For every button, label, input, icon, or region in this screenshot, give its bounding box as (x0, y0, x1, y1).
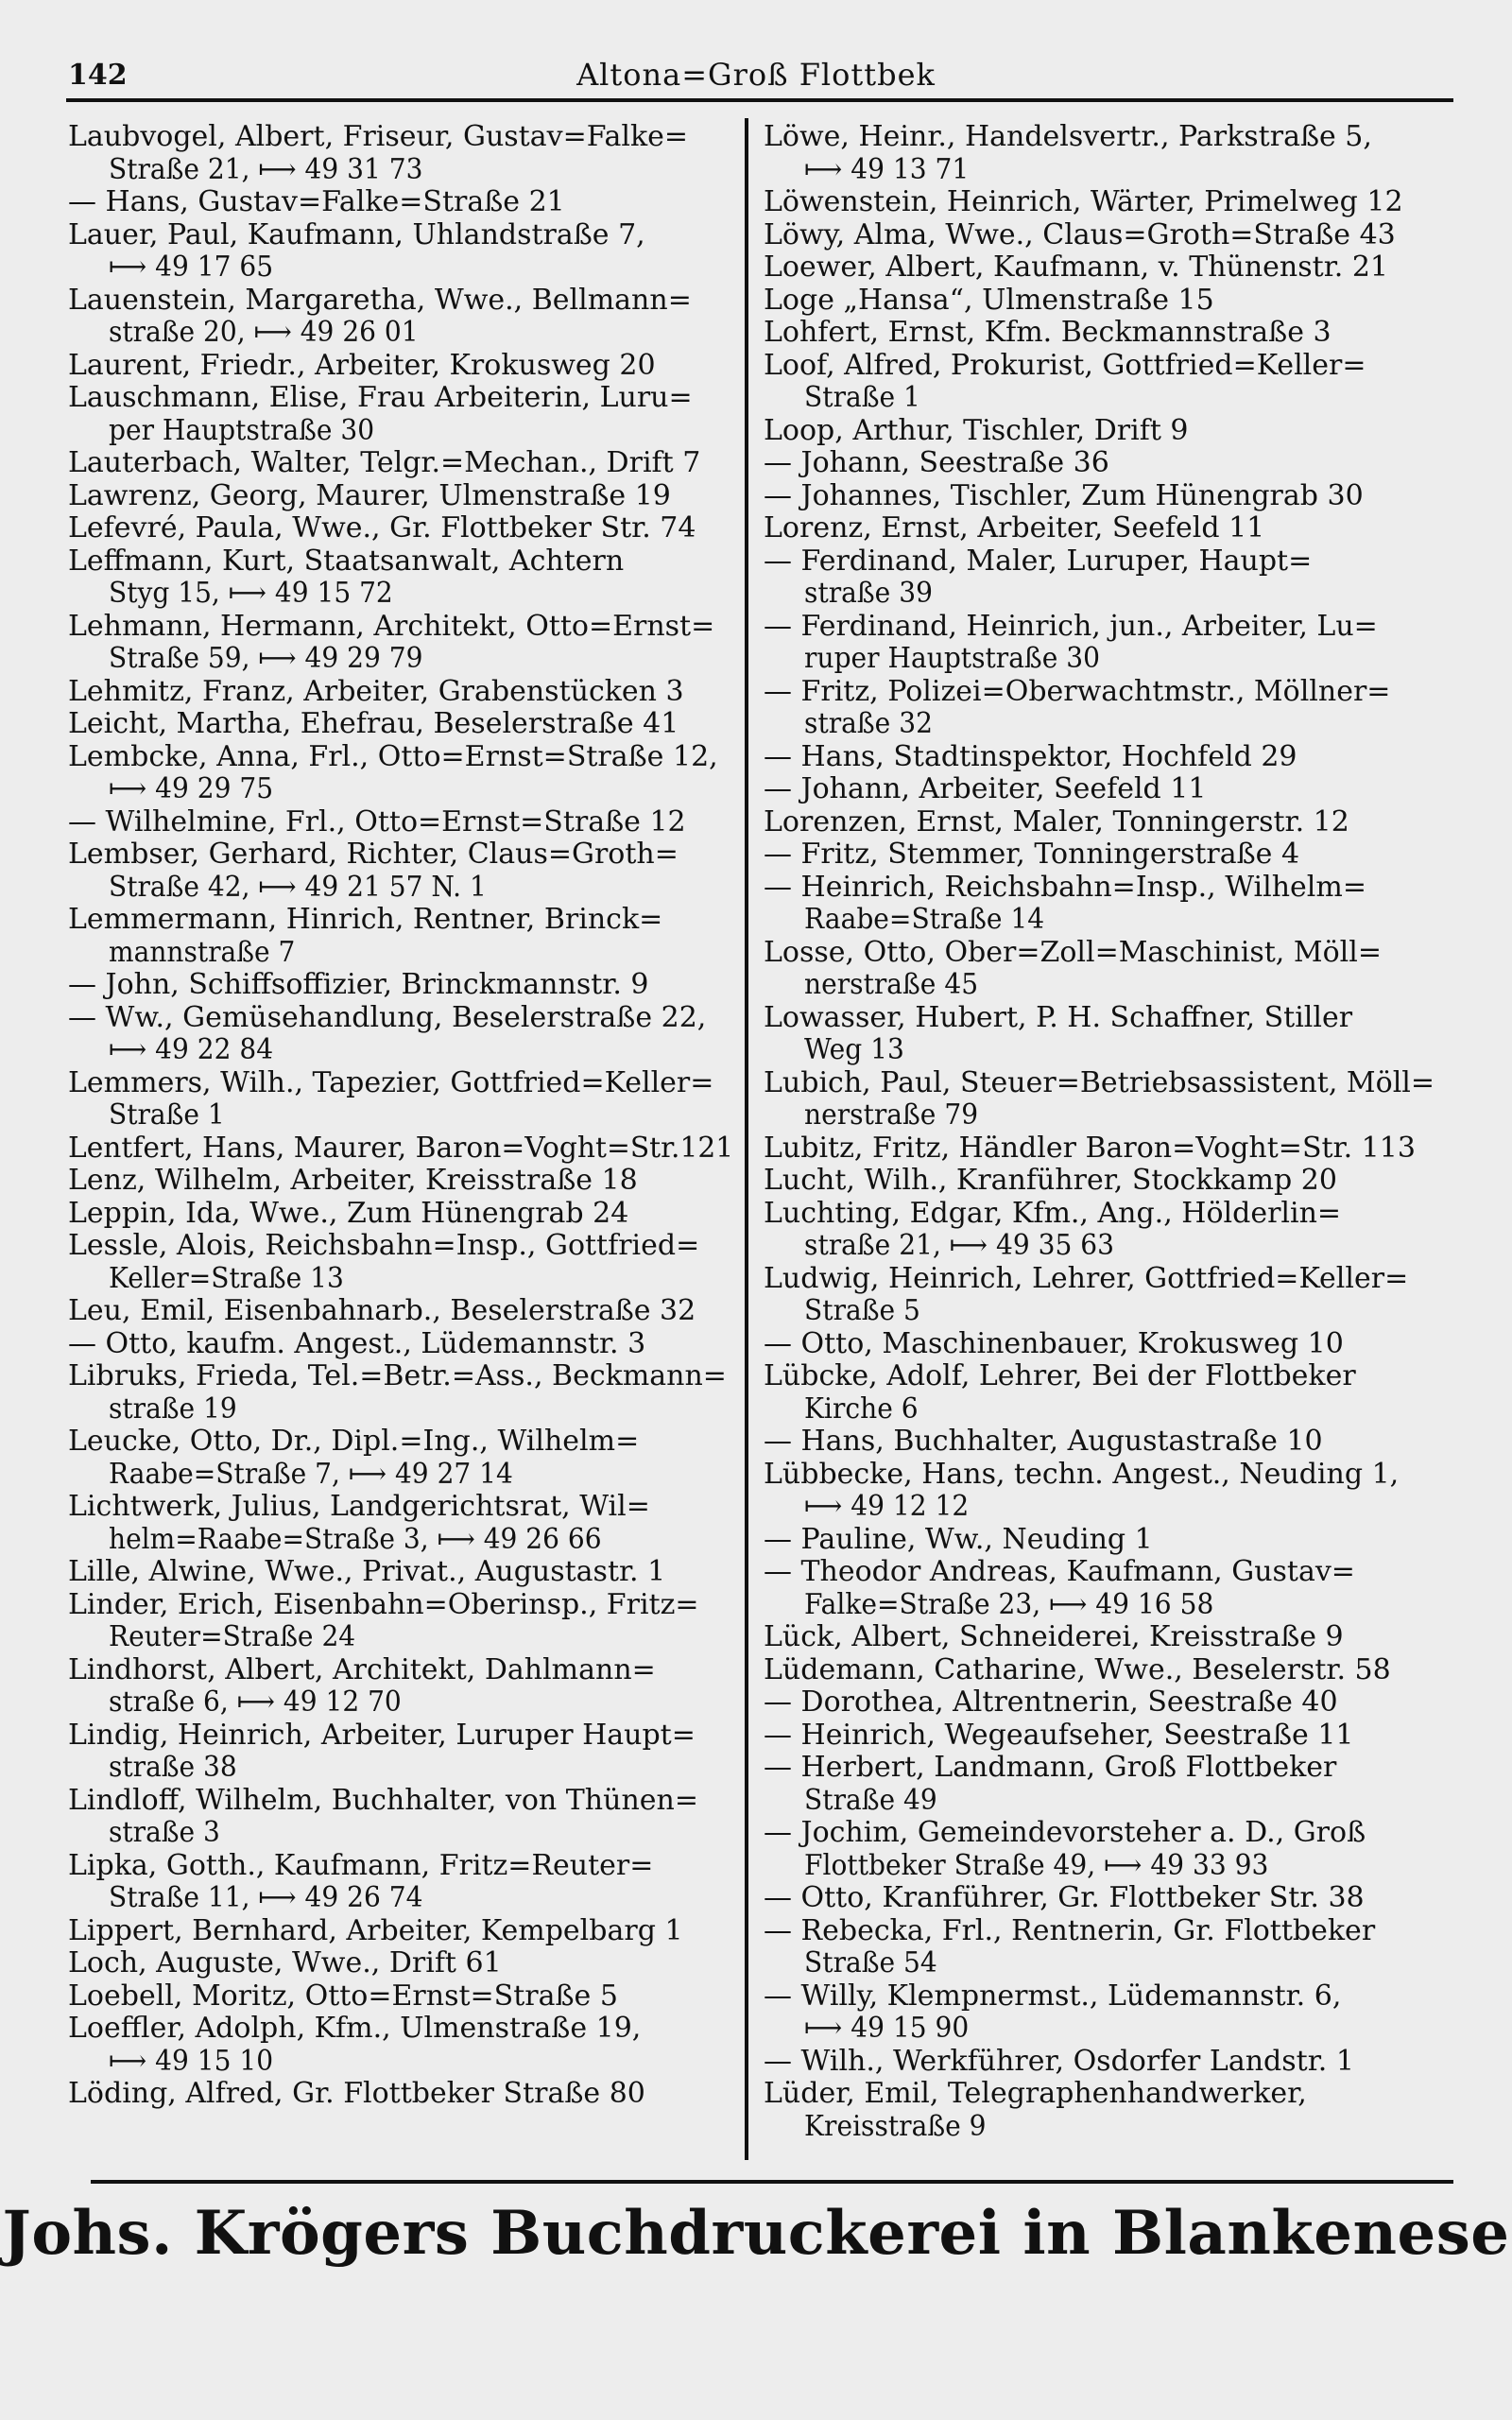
entry-line: Lubich, Paul, Steuer=Betriebsassistent, Möll= (764, 1065, 1435, 1099)
entry-line: Loewer, Albert, Kaufmann, v. Thünenstr. 21 (764, 251, 1388, 284)
directory-entry (764, 1002, 1442, 1067)
entry-line: Lehmitz, Franz, Arbeiter, Grabenstücken 3 (68, 674, 684, 708)
entry-line: — Ww., Gemüsehandlung, Beselerstraße 22, (68, 1000, 707, 1034)
entry-line: Lübbecke, Hans, techn. Angest., Neuding 1, (764, 1457, 1400, 1491)
entry-line: Löwenstein, Heinrich, Wärter, Primelweg 12 (764, 185, 1403, 218)
directory-entry (764, 1328, 1442, 1361)
directory-entry (68, 611, 733, 676)
entry-continuation: ⟼ 49 17 65 (109, 251, 274, 284)
entry-line: Lowasser, Hubert, P. H. Schaffner, Stiller (764, 1000, 1353, 1034)
entry-line: Loch, Auguste, Wwe., Drift 61 (68, 1946, 502, 1979)
column-divider (745, 118, 748, 2160)
entry-continuation: ⟼ 49 12 12 (804, 1490, 970, 1523)
entry-line: Lorenzen, Ernst, Maler, Tonningerstr. 12 (764, 804, 1349, 838)
entry-continuation: Raabe=Straße 7, ⟼ 49 27 14 (109, 1457, 513, 1491)
directory-entry (764, 219, 1442, 252)
entry-line: — Ferdinand, Heinrich, jun., Arbeiter, Lu= (764, 609, 1378, 643)
directory-entry (764, 1165, 1442, 1198)
directory-entry (764, 2078, 1442, 2143)
directory-entry (764, 1067, 1442, 1132)
directory-entry (68, 2013, 733, 2078)
directory-entry (68, 186, 733, 219)
entry-line: Lauenstein, Margaretha, Wwe., Bellmann= (68, 283, 692, 317)
directory-entry (68, 1556, 733, 1589)
right-column (764, 121, 1442, 2143)
directory-entry (764, 350, 1442, 415)
directory-entry (764, 611, 1442, 676)
entry-line: — Johann, Arbeiter, Seefeld 11 (764, 772, 1207, 805)
directory-entry (68, 1589, 733, 1654)
directory-entry (764, 1915, 1442, 1980)
entry-line: Lindloff, Wilhelm, Buchhalter, von Thünen= (68, 1783, 698, 1817)
entry-continuation: Straße 1 (109, 1098, 225, 1132)
directory-entry (764, 2046, 1442, 2079)
entry-line: Lauer, Paul, Kaufmann, Uhlandstraße 7, (68, 217, 645, 251)
directory-entry (68, 1360, 733, 1426)
entry-line: Loebell, Moritz, Otto=Ernst=Straße 5 (68, 1979, 618, 2013)
entry-line: Lindig, Heinrich, Arbeiter, Luruper Haupt= (68, 1718, 696, 1752)
entry-continuation: Styg 15, ⟼ 49 15 72 (109, 577, 393, 610)
entry-line: Lohfert, Ernst, Kfm. Beckmannstraße 3 (764, 316, 1332, 349)
directory-entry (68, 1198, 733, 1231)
directory-entry (68, 512, 733, 545)
directory-entry (68, 1067, 733, 1132)
page-number: 142 (68, 59, 128, 92)
directory-entry (764, 806, 1442, 839)
entry-line: Leffmann, Kurt, Staatsanwalt, Achtern (68, 544, 625, 578)
entry-line: — Pauline, Ww., Neuding 1 (764, 1522, 1153, 1556)
entry-line: Lucht, Wilh., Kranführer, Stockkamp 20 (764, 1164, 1337, 1197)
directory-entry (68, 676, 733, 709)
footer-rule (91, 2180, 1453, 2184)
entry-line: Löding, Alfred, Gr. Flottbeker Straße 80 (68, 2077, 645, 2110)
entry-line: — Otto, Maschinenbauer, Krokusweg 10 (764, 1326, 1344, 1360)
directory-entry (68, 904, 733, 969)
entry-line: — Heinrich, Reichsbahn=Insp., Wilhelm= (764, 870, 1366, 904)
directory-entry (764, 415, 1442, 448)
directory-entry (764, 1263, 1442, 1328)
directory-entry (764, 1426, 1442, 1459)
directory-entry (764, 317, 1442, 350)
entry-continuation: straße 3 (109, 1816, 220, 1849)
directory-entry (764, 1654, 1442, 1687)
directory-entry (68, 1850, 733, 1915)
entry-line: — Johann, Seestraße 36 (764, 446, 1109, 479)
directory-entry (68, 1947, 733, 1980)
directory-entry (68, 382, 733, 447)
directory-entry (68, 121, 733, 186)
entry-line: Lubitz, Fritz, Händler Baron=Voght=Str. 113 (764, 1131, 1416, 1165)
directory-entry (764, 1720, 1442, 1753)
entry-line: — Heinrich, Wegeaufseher, Seestraße 11 (764, 1718, 1354, 1752)
entry-line: — Otto, Kranführer, Gr. Flottbeker Str. 38 (764, 1881, 1365, 1914)
entry-line: Lippert, Bernhard, Arbeiter, Kempelbarg 1 (68, 1913, 683, 1947)
directory-entry (764, 121, 1442, 186)
entry-line: Leu, Emil, Eisenbahnarb., Beselerstraße 32 (68, 1294, 696, 1327)
entry-continuation: per Hauptstraße 30 (109, 413, 375, 447)
directory-entry (764, 1621, 1442, 1654)
entry-continuation: helm=Raabe=Straße 3, ⟼ 49 26 66 (109, 1522, 602, 1556)
directory-entry (764, 1556, 1442, 1621)
entry-continuation: Raabe=Straße 14 (804, 903, 1045, 936)
directory-entry (764, 285, 1442, 318)
entry-line: Lenz, Wilhelm, Arbeiter, Kreisstraße 18 (68, 1164, 638, 1197)
entry-line: Ludwig, Heinrich, Lehrer, Gottfried=Keller= (764, 1261, 1409, 1295)
entry-line: Lorenz, Ernst, Arbeiter, Seefeld 11 (764, 511, 1265, 544)
entry-line: — Ferdinand, Maler, Luruper, Haupt= (764, 544, 1313, 578)
entry-line: Lipka, Gotth., Kaufmann, Fritz=Reuter= (68, 1848, 654, 1882)
directory-entry (68, 219, 733, 285)
directory-entry (68, 480, 733, 513)
header-rule (66, 98, 1453, 102)
entry-continuation: straße 32 (804, 707, 933, 740)
directory-entry (68, 1165, 733, 1198)
entry-continuation: ⟼ 49 29 75 (109, 772, 274, 805)
directory-entry (68, 1980, 733, 2014)
entry-line: — Johannes, Tischler, Zum Hünengrab 30 (764, 478, 1364, 512)
entry-line: — Rebecka, Frl., Rentnerin, Gr. Flottbeker (764, 1913, 1376, 1947)
directory-entry (764, 1980, 1442, 2046)
entry-line: Lauschmann, Elise, Frau Arbeiterin, Luru= (68, 381, 693, 414)
entry-continuation: Keller=Straße 13 (109, 1261, 344, 1295)
footer-advertisement: Johs. Krögers Buchdruckerei in Blankenese (2, 2198, 1510, 2269)
entry-line: Lembcke, Anna, Frl., Otto=Ernst=Straße 12, (68, 739, 718, 773)
directory-entry (68, 447, 733, 480)
entry-line: — Otto, kaufm. Angest., Lüdemannstr. 3 (68, 1326, 646, 1360)
directory-entry (764, 1524, 1442, 1557)
directory-entry (764, 1198, 1442, 1263)
directory-entry (764, 1882, 1442, 1915)
directory-entry (68, 1002, 733, 1067)
entry-line: Lessle, Alois, Reichsbahn=Insp., Gottfried= (68, 1229, 700, 1262)
entry-line: — Fritz, Polizei=Oberwachtmstr., Möllner= (764, 674, 1391, 708)
entry-line: Lichtwerk, Julius, Landgerichtsrat, Wil= (68, 1490, 650, 1523)
entry-line: — Jochim, Gemeindevorsteher a. D., Groß (764, 1816, 1366, 1849)
entry-line: Leppin, Ida, Wwe., Zum Hünengrab 24 (68, 1196, 629, 1230)
directory-entry (68, 285, 733, 350)
entry-line: Lentfert, Hans, Maurer, Baron=Voght=Str.121 (68, 1131, 734, 1165)
entry-line: Libruks, Frieda, Tel.=Betr.=Ass., Beckmann= (68, 1359, 727, 1392)
directory-entry (68, 1785, 733, 1850)
entry-line: — Herbert, Landmann, Groß Flottbeker (764, 1751, 1337, 1784)
entry-line: — Hans, Buchhalter, Augustastraße 10 (764, 1425, 1323, 1458)
directory-entry (764, 838, 1442, 872)
directory-entry (764, 512, 1442, 545)
directory-entry (68, 1654, 733, 1720)
entry-line: — Fritz, Stemmer, Tonningerstraße 4 (764, 838, 1300, 871)
entry-line: Loge „Hansa“, Ulmenstraße 15 (764, 283, 1214, 317)
directory-entry (764, 676, 1442, 741)
entry-continuation: straße 20, ⟼ 49 26 01 (109, 316, 419, 349)
page-title: Altona=Groß Flottbek (576, 57, 936, 93)
entry-line: Lüdemann, Catharine, Wwe., Beselerstr. 58 (764, 1652, 1391, 1686)
entry-continuation: Weg 13 (804, 1033, 904, 1066)
entry-line: Laurent, Friedr., Arbeiter, Krokusweg 20 (68, 348, 656, 382)
directory-entry (68, 806, 733, 839)
directory-entry (764, 741, 1442, 774)
directory-entry (68, 969, 733, 1002)
entry-line: Lüder, Emil, Telegraphenhandwerker, (764, 2077, 1307, 2110)
entry-continuation: Straße 54 (804, 1946, 937, 1979)
entry-line: — Wilhelmine, Frl., Otto=Ernst=Straße 12 (68, 804, 686, 838)
directory-entry (68, 708, 733, 741)
directory-entry (764, 1817, 1442, 1882)
directory-entry (68, 1491, 733, 1556)
entry-line: Lemmermann, Hinrich, Rentner, Brinck= (68, 903, 663, 936)
entry-continuation: Straße 42, ⟼ 49 21 57 N. 1 (109, 870, 487, 904)
entry-continuation: Reuter=Straße 24 (109, 1620, 356, 1653)
entry-continuation: Flottbeker Straße 49, ⟼ 49 33 93 (804, 1848, 1269, 1882)
directory-entry (764, 1686, 1442, 1720)
entry-continuation: nerstraße 79 (804, 1098, 979, 1132)
entry-line: Leucke, Otto, Dr., Dipl.=Ing., Wilhelm= (68, 1425, 640, 1458)
entry-line: Loeffler, Adolph, Kfm., Ulmenstraße 19, (68, 2012, 642, 2045)
entry-line: Luchting, Edgar, Kfm., Ang., Hölderlin= (764, 1196, 1342, 1230)
directory-entry (68, 1426, 733, 1491)
entry-continuation: straße 39 (804, 577, 933, 610)
entry-continuation: Straße 49 (804, 1783, 937, 1817)
entry-line: Loop, Arthur, Tischler, Drift 9 (764, 413, 1189, 447)
entry-line: Loof, Alfred, Prokurist, Gottfried=Keller= (764, 348, 1366, 382)
entry-continuation: straße 6, ⟼ 49 12 70 (109, 1685, 402, 1719)
entry-line: Lübcke, Adolf, Lehrer, Bei der Flottbeker (764, 1359, 1356, 1392)
directory-entry (764, 1360, 1442, 1426)
entry-line: Löwy, Alma, Wwe., Claus=Groth=Straße 43 (764, 217, 1396, 251)
directory-entry (68, 1295, 733, 1328)
entry-line: Lille, Alwine, Wwe., Privat., Augustastr. 1 (68, 1555, 666, 1588)
directory-entry (68, 838, 733, 904)
left-column (68, 121, 733, 2111)
entry-continuation: Straße 5 (804, 1294, 920, 1327)
entry-line: Lefevré, Paula, Wwe., Gr. Flottbeker Str. 74 (68, 511, 696, 544)
entry-line: Löwe, Heinr., Handelsvertr., Parkstraße 5, (764, 120, 1372, 153)
entry-line: — Willy, Klempnermst., Lüdemannstr. 6, (764, 1979, 1342, 2013)
entry-continuation: ruper Hauptstraße 30 (804, 642, 1100, 675)
entry-continuation: Straße 1 (804, 381, 920, 414)
entry-line: Losse, Otto, Ober=Zoll=Maschinist, Möll= (764, 935, 1382, 969)
entry-line: — Dorothea, Altrentnerin, Seestraße 40 (764, 1685, 1338, 1719)
entry-line: Lawrenz, Georg, Maurer, Ulmenstraße 19 (68, 478, 671, 512)
entry-line: — Theodor Andreas, Kaufmann, Gustav= (764, 1555, 1355, 1588)
entry-continuation: Straße 21, ⟼ 49 31 73 (109, 152, 423, 186)
entry-line: Linder, Erich, Eisenbahn=Oberinsp., Fritz= (68, 1587, 699, 1621)
entry-continuation: ⟼ 49 13 71 (804, 152, 970, 186)
directory-entry (68, 350, 733, 383)
directory-entry (68, 1230, 733, 1295)
directory-entry (68, 1132, 733, 1166)
entry-continuation: straße 19 (109, 1392, 237, 1426)
directory-entry (764, 545, 1442, 611)
entry-line: Leicht, Martha, Ehefrau, Beselerstraße 41 (68, 707, 679, 740)
entry-line: — Hans, Stadtinspektor, Hochfeld 29 (764, 739, 1297, 773)
entry-line: Laubvogel, Albert, Friseur, Gustav=Falke= (68, 120, 689, 153)
entry-line: Lindhorst, Albert, Architekt, Dahlmann= (68, 1652, 656, 1686)
entry-continuation: Kreisstraße 9 (804, 2109, 987, 2143)
directory-entry (68, 741, 733, 806)
directory-entry (764, 773, 1442, 806)
entry-line: Lembser, Gerhard, Richter, Claus=Groth= (68, 838, 679, 871)
entry-line: Lehmann, Hermann, Architekt, Otto=Ernst= (68, 609, 715, 643)
entry-continuation: Kirche 6 (804, 1392, 919, 1426)
entry-continuation: straße 38 (109, 1751, 237, 1784)
directory-entry (764, 1752, 1442, 1817)
entry-continuation: Straße 59, ⟼ 49 29 79 (109, 642, 423, 675)
entry-continuation: ⟼ 49 15 90 (804, 2012, 970, 2045)
entry-continuation: mannstraße 7 (109, 935, 296, 969)
directory-entry (764, 251, 1442, 285)
entry-line: — Wilh., Werkführer, Osdorfer Landstr. 1 (764, 2044, 1354, 2078)
directory-entry (764, 1132, 1442, 1166)
directory-entry (68, 1915, 733, 1948)
directory-entry (764, 186, 1442, 219)
entry-continuation: ⟼ 49 15 10 (109, 2044, 274, 2078)
entry-line: Lemmers, Wilh., Tapezier, Gottfried=Keller= (68, 1065, 714, 1099)
entry-line: Lück, Albert, Schneiderei, Kreisstraße 9 (764, 1620, 1344, 1653)
entry-continuation: nerstraße 45 (804, 968, 979, 1001)
entry-line: Lauterbach, Walter, Telgr.=Mechan., Drift 7 (68, 446, 701, 479)
directory-entry (68, 545, 733, 611)
directory-entry (764, 872, 1442, 937)
entry-line: — John, Schiffsoffizier, Brinckmannstr. 9 (68, 968, 649, 1001)
directory-entry (764, 1459, 1442, 1524)
directory-entry (764, 447, 1442, 480)
entry-continuation: Falke=Straße 23, ⟼ 49 16 58 (804, 1587, 1214, 1621)
entry-continuation: straße 21, ⟼ 49 35 63 (804, 1229, 1115, 1262)
directory-entry (68, 1328, 733, 1361)
entry-line: — Hans, Gustav=Falke=Straße 21 (68, 185, 565, 218)
directory-entry (764, 937, 1442, 1002)
directory-entry (68, 2078, 733, 2111)
entry-continuation: Straße 11, ⟼ 49 26 74 (109, 1881, 423, 1914)
entry-continuation: ⟼ 49 22 84 (109, 1033, 274, 1066)
directory-entry (68, 1720, 733, 1785)
directory-entry (764, 480, 1442, 513)
